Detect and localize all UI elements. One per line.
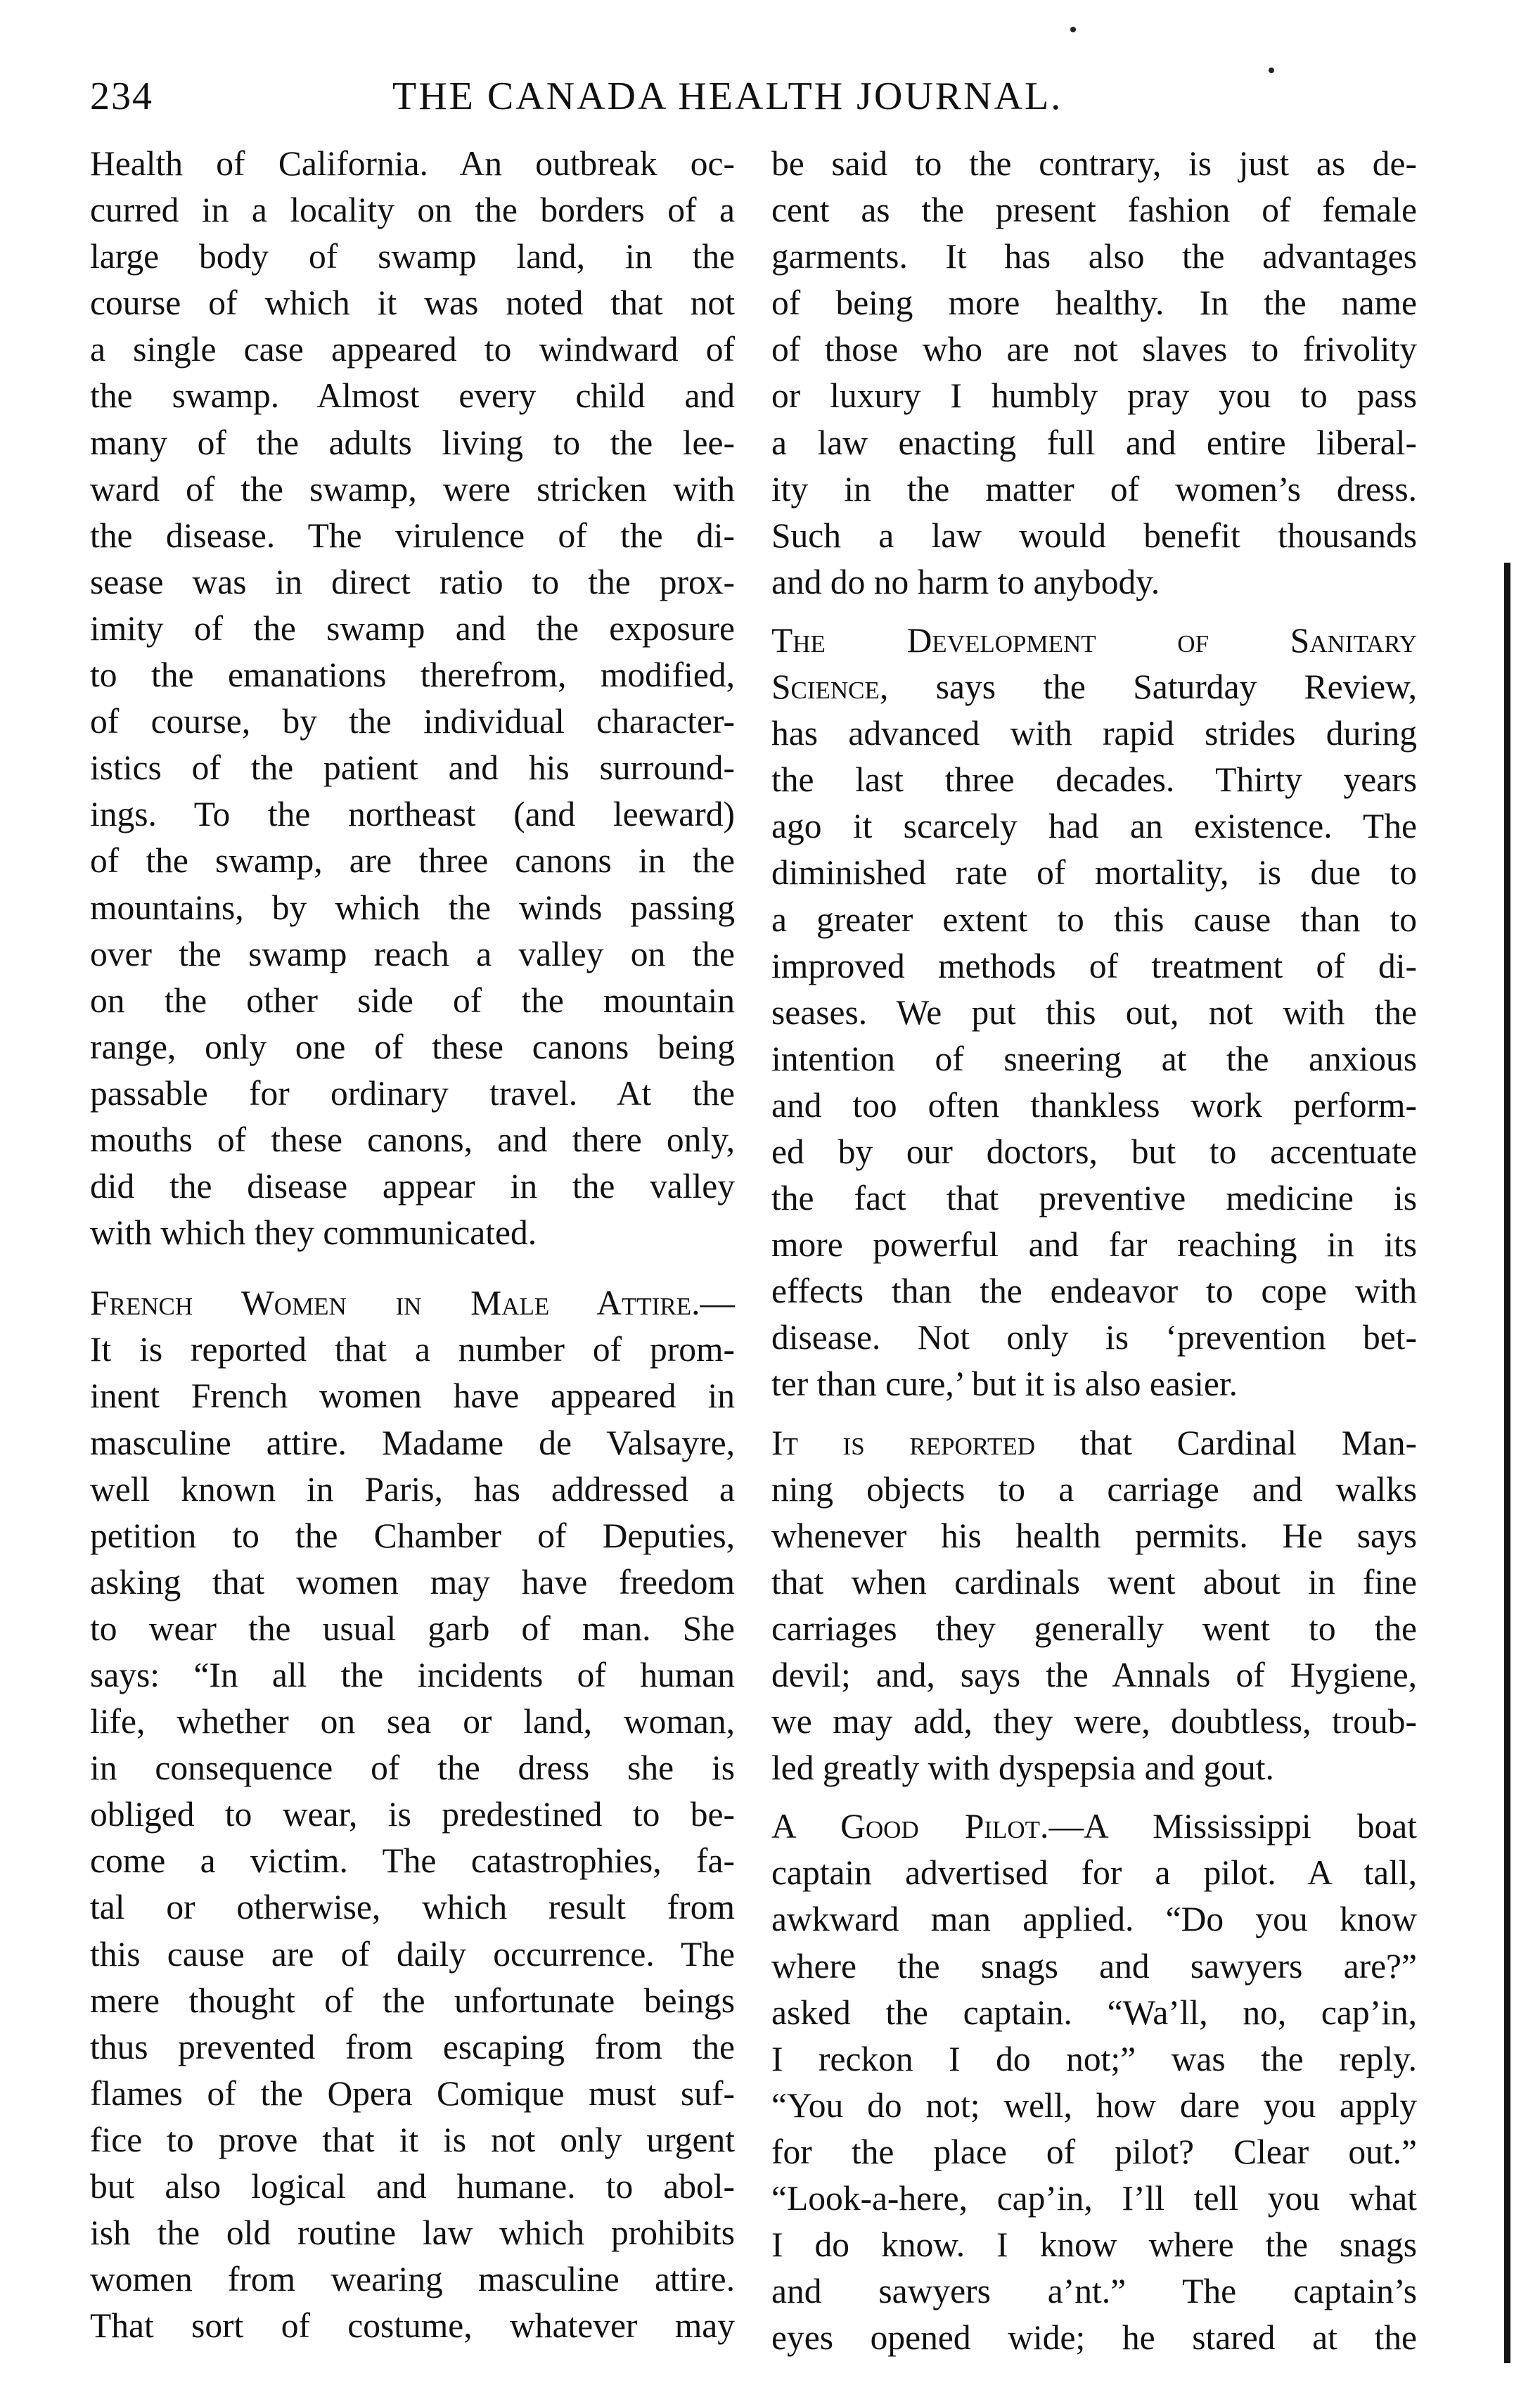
text-line: over the swamp reach a valley on the xyxy=(90,934,735,973)
text-line: cent as the present fashion of female xyxy=(771,191,1417,230)
text-line xyxy=(771,1420,1417,1466)
scan-speck xyxy=(1269,68,1274,73)
text-line: the fact that preventive medicine is xyxy=(771,1179,1417,1218)
text-line: of those who are not slaves to frivolity xyxy=(771,330,1417,369)
text-line: on the other side of the mountain xyxy=(90,980,735,1020)
text-line: a single case appeared to windward of xyxy=(90,330,735,369)
paragraph-gap xyxy=(90,1256,735,1280)
paragraph-gap xyxy=(771,1408,1417,1420)
text-line: did the disease appear in the valley xyxy=(90,1167,735,1206)
text-line: eyes opened wide; he stared at the xyxy=(771,2318,1417,2358)
text-line: to the emanations therefrom, modified, xyxy=(90,656,735,695)
text-line: large body of swamp land, in the xyxy=(90,237,735,276)
scan-edge-rule xyxy=(1504,563,1510,2363)
text-line: more powerful and far reaching in its xyxy=(771,1225,1417,1265)
text-line: come a victim. The catastrophies, fa- xyxy=(90,1841,735,1881)
french-women-paragraph xyxy=(90,1280,735,2349)
paragraph-gap xyxy=(771,1791,1417,1803)
text-line: women from wearing masculine attire. xyxy=(90,2260,735,2299)
text-line: course of which it was noted that not xyxy=(90,283,735,323)
text-line: carriages they generally went to the xyxy=(771,1609,1417,1648)
left-column xyxy=(90,141,735,2349)
text-line: intention of sneering at the anxious xyxy=(771,1039,1417,1078)
text-line: thus prevented from escaping from the xyxy=(90,2027,735,2066)
text-line: tal or otherwise, which result from xyxy=(90,1888,735,1927)
cardinal-manning-paragraph xyxy=(771,1420,1417,1792)
text-line xyxy=(771,1803,1417,1850)
first-line-rest: —A Mississippi boat xyxy=(1048,1807,1417,1846)
text-line: well known in Paris, has addressed a xyxy=(90,1469,735,1509)
text-line: captain advertised for a pilot. A tall, xyxy=(771,1853,1417,1893)
text-line: obliged to wear, is predestined to be- xyxy=(90,1795,735,1834)
text-line: ter than cure,’ but it is also easier. xyxy=(771,1364,1238,1404)
text-line: masculine attire. Madame de Valsayre, xyxy=(90,1423,735,1462)
text-line: mountains, by which the winds passing xyxy=(90,888,735,927)
sanitary-science-paragraph xyxy=(771,618,1417,1408)
text-line: flames of the Opera Comique must suf- xyxy=(90,2073,735,2113)
text-line: ning objects to a carriage and walks xyxy=(771,1469,1417,1509)
text-line: a greater extent to this cause than to xyxy=(771,900,1417,939)
good-pilot-heading: A Good Pilot. xyxy=(771,1807,1049,1846)
text-line: led greatly with dyspepsia and gout. xyxy=(771,1748,1274,1788)
text-line: diminished rate of mortality, is due to xyxy=(771,853,1417,893)
text-line: “You do not; well, how dare you apply xyxy=(771,2085,1417,2125)
text-line: that when cardinals went about in fine xyxy=(771,1562,1417,1601)
french-women-continued-paragraph xyxy=(771,141,1417,606)
text-line: Health of California. An outbreak oc- xyxy=(90,144,735,183)
first-line-rest: says the Saturday Review, xyxy=(888,667,1417,707)
text-line: mere thought of the unfortunate beings xyxy=(90,1981,735,2020)
text-line: says: “In all the incidents of human xyxy=(90,1656,735,1694)
text-line: mouths of these canons, and there only, xyxy=(90,1120,735,1159)
text-line xyxy=(771,664,1417,710)
text-line: istics of the patient and his surround- xyxy=(90,748,735,788)
text-line: ish the old routine law which prohibits xyxy=(90,2213,735,2253)
text-line: I do know. I know where the snags xyxy=(771,2225,1417,2265)
text-line: life, whether on sea or land, woman, xyxy=(90,1702,735,1741)
text-line: of being more healthy. In the name xyxy=(771,283,1417,323)
text-line: ings. To the northeast (and leeward) xyxy=(90,795,735,834)
text-line: this cause are of daily occurrence. The xyxy=(90,1934,735,1974)
text-line: curred in a locality on the borders of a xyxy=(90,191,735,230)
right-column xyxy=(771,141,1417,2361)
text-line: disease. Not only is ‘prevention bet- xyxy=(771,1318,1417,1357)
text-line: inent French women have appeared in xyxy=(90,1376,735,1416)
sanitary-science-heading: The Development of Sanitary xyxy=(771,620,1417,660)
text-line: asking that women may have freedom xyxy=(90,1562,735,1601)
scan-speck xyxy=(1070,27,1076,32)
text-line: imity of the swamp and the exposure xyxy=(90,608,735,648)
text-line: be said to the contrary, is just as de- xyxy=(771,144,1417,183)
text-line: we may add, they were, doubtless, troub- xyxy=(771,1702,1417,1741)
text-line: improved methods of treatment of di- xyxy=(771,946,1417,985)
text-line: with which they communicated. xyxy=(90,1213,537,1253)
text-line: ed by our doctors, but to accentuate xyxy=(771,1132,1417,1171)
text-line: and do no harm to anybody. xyxy=(771,562,1160,601)
text-line: the last three decades. Thirty years xyxy=(771,760,1417,800)
text-line: Such a law would benefit thousands xyxy=(771,516,1417,555)
text-line: in consequence of the dress she is xyxy=(90,1748,735,1788)
cardinal-manning-heading: It is reported xyxy=(771,1423,1036,1462)
text-line: the swamp. Almost every child and xyxy=(90,376,735,416)
text-line: ward of the swamp, were stricken with xyxy=(90,469,735,509)
paragraph-gap xyxy=(771,606,1417,618)
section-heading-line xyxy=(771,618,1417,664)
text-line: devil; and, says the Annals of Hygiene, xyxy=(771,1656,1417,1694)
california-outbreak-paragraph xyxy=(90,141,735,1256)
text-line: but also logical and humane. to abol- xyxy=(90,2167,735,2206)
text-line: to wear the usual garb of man. She xyxy=(90,1609,735,1648)
text-line: I reckon I do not;” was the reply. xyxy=(771,2039,1417,2078)
sanitary-science-heading-cont: Science, xyxy=(771,667,889,707)
page-header xyxy=(90,74,1447,130)
text-line: awkward man applied. “Do you know xyxy=(771,1900,1417,1939)
text-line: passable for ordinary travel. At the xyxy=(90,1073,735,1113)
text-line: and sawyers a’nt.” The captain’s xyxy=(771,2272,1417,2311)
text-line: many of the adults living to the lee- xyxy=(90,423,735,462)
page-number: 234 xyxy=(90,75,153,118)
text-line: asked the captain. “Wa’ll, no, cap’in, xyxy=(771,1993,1417,2032)
text-line: or luxury I humbly pray you to pass xyxy=(771,376,1417,416)
text-line: of course, by the individual character- xyxy=(90,702,735,741)
text-line: ago it scarcely had an existence. The xyxy=(771,807,1417,846)
text-line: where the snags and sawyers are?” xyxy=(771,1946,1417,1986)
journal-title: THE CANADA HEALTH JOURNAL. xyxy=(392,75,1063,118)
text-line: the disease. The virulence of the di- xyxy=(90,516,735,555)
french-women-heading: French Women in Male Attire.— xyxy=(90,1284,735,1323)
text-line: a law enacting full and entire liberal- xyxy=(771,423,1417,462)
text-line: and too often thankless work perform- xyxy=(771,1085,1417,1125)
text-line: range, only one of these canons being xyxy=(90,1027,735,1066)
text-line: effects than the endeavor to cope with xyxy=(771,1272,1417,1311)
text-line: seases. We put this out, not with the xyxy=(771,992,1417,1032)
text-line: sease was in direct ratio to the prox- xyxy=(90,562,735,601)
text-line: ity in the matter of women’s dress. xyxy=(771,469,1417,509)
text-line: garments. It has also the advantages xyxy=(771,237,1417,276)
text-line: petition to the Chamber of Deputies, xyxy=(90,1516,735,1555)
text-line: It is reported that a number of prom- xyxy=(90,1330,735,1369)
text-line: whenever his health permits. He says xyxy=(771,1516,1417,1555)
text-line: of the swamp, are three canons in the xyxy=(90,841,735,881)
first-line-rest: that Cardinal Man- xyxy=(1035,1423,1417,1462)
text-line: That sort of costume, whatever may xyxy=(90,2306,735,2346)
text-line: fice to prove that it is not only urgent xyxy=(90,2120,735,2159)
good-pilot-paragraph xyxy=(771,1803,1417,2361)
text-line: for the place of pilot? Clear out.” xyxy=(771,2132,1417,2171)
text-line: has advanced with rapid strides during xyxy=(771,714,1417,753)
section-heading-line xyxy=(90,1280,735,1326)
text-line: “Look-a-here, cap’in, I’ll tell you what xyxy=(771,2179,1417,2218)
